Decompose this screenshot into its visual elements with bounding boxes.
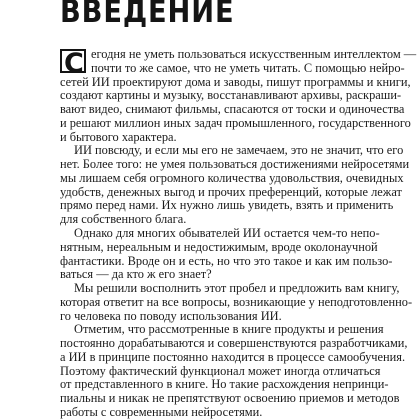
text-line: го человека по поводу использования ИИ. xyxy=(60,308,282,323)
text-line: а ИИ в принципе постоянно находится в процессе самообучения. xyxy=(60,349,406,364)
text-line: Отметим, что рассмотренные в книге продукты и решения xyxy=(74,322,384,337)
text-line: и бытового характера. xyxy=(60,129,177,144)
text-line: сетей ИИ проектируют дома и заводы, пишут программы и книги, xyxy=(60,74,411,89)
text-line: работы с современными нейросетями. xyxy=(60,405,263,419)
text-line: Однако для многих обывателей ИИ остается чем-то непо- xyxy=(74,226,380,240)
text-line: которая ответит на все вопросы, возникающие у неподготовленно- xyxy=(60,294,413,309)
text-line: нятным, нереальным и недостижимым, вроде околонаучной xyxy=(60,239,378,254)
text-line: и решают миллион иных задач промышленного, государственного xyxy=(60,115,411,130)
text-line: почти то же самое, что не уметь читать. С помощью нейро- xyxy=(91,60,405,75)
text-line: от представленного в книге. Но такие расхождения непринци- xyxy=(60,377,389,392)
text-line: для собственного блага. xyxy=(60,212,187,227)
text-line: фантастики. Вроде он и есть, но что это такое и как им пользо- xyxy=(60,253,393,268)
text-line: Мы решили восполнить этот пробел и предложить вам книгу, xyxy=(74,281,400,296)
text-line: вают видео, снимают фильмы, спасаются от тоски и одиночества xyxy=(60,102,405,117)
text-line: мы лишаем себя огромного количества удовольствия, очевидных xyxy=(60,170,404,185)
text-line: ИИ повсюду, и если мы его не замечаем, это не значит, что его xyxy=(74,143,404,158)
text-line: удобств, денежных выгод и прочих преференций, которые лежат xyxy=(60,184,402,199)
text-line: Поэтому фактический функционал может иногда отличаться xyxy=(60,363,381,378)
text-line: прямо перед нами. Их нужно лишь увидеть, взять и применить xyxy=(60,198,394,213)
text-line: нет. Более того: не умея пользоваться достижениями нейросетями xyxy=(60,157,410,172)
text-line: егодня не уметь пользоваться искусственным интеллектом — xyxy=(91,47,417,61)
text-line: пиальны и никак не препятствуют освоению приемов и методов xyxy=(60,391,400,406)
text-line: постоянно дорабатываются и совершенствуются разработчиками, xyxy=(60,336,408,351)
text-line: ваться — да кто ж его знает? xyxy=(60,267,212,282)
text-line: создают картины и музыку, восстанавливают архивы, раскраши- xyxy=(60,88,402,103)
drop-cap-letter: С xyxy=(64,48,84,79)
chapter-heading: ВВЕДЕНИЕ xyxy=(60,0,235,30)
